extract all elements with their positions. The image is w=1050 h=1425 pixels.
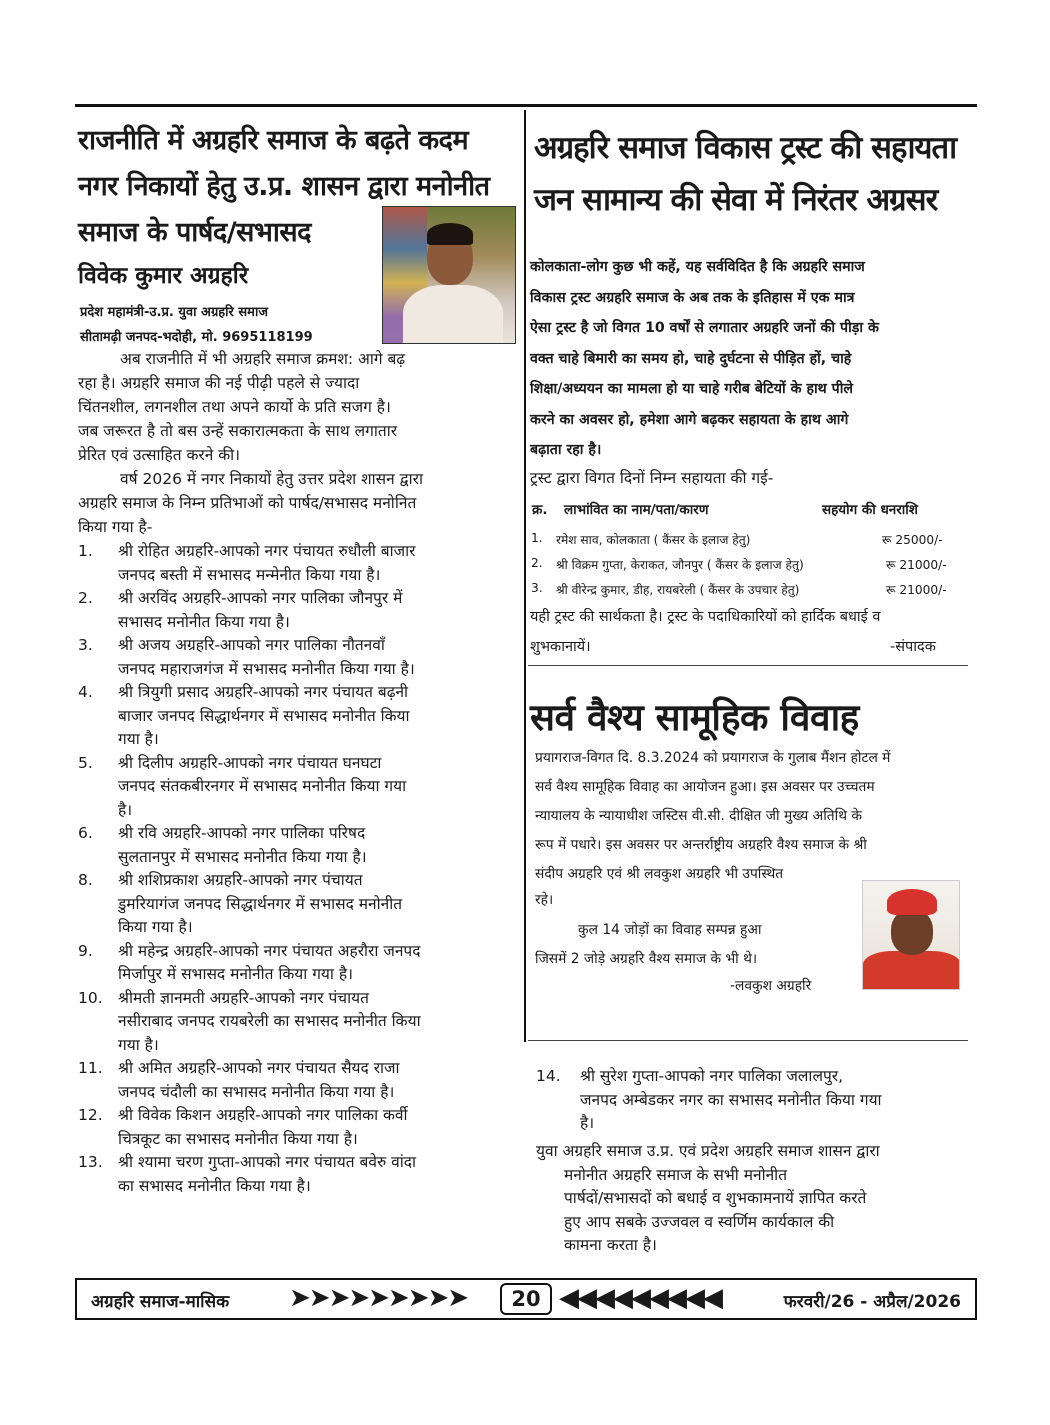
issue-date: फरवरी/26 - अप्रैल/2026: [783, 1292, 961, 1312]
list-line: चित्रकूट का सभासद मनोनीत किया गया है।: [118, 1129, 358, 1148]
arrow-ornament-left: ➤➤➤➤➤➤➤➤➤: [289, 1283, 468, 1313]
section-divider: [528, 665, 968, 666]
trust-body: [530, 252, 879, 466]
body-line: कोलकाता-लोग कुछ भी कहें, यह सर्वविदित है कि अग्रहरि समाज: [530, 259, 865, 275]
wedding-line: संदीप अग्रहरि एवं श्री लवकुश अग्रहरि भी उपस्थित: [535, 866, 784, 882]
para-line: अब राजनीति में भी अग्रहरि समाज क्रमश: आगे बढ़: [120, 350, 406, 368]
list-number: 4.: [78, 683, 93, 701]
list-line: श्री त्रियुगी प्रसाद अग्रहरि-आपको नगर पंचायत बढ़नी: [118, 683, 409, 701]
headline-line: जन सामान्य की सेवा में निरंतर अग्रसर: [534, 182, 938, 218]
list-line: गया है।: [118, 730, 159, 748]
list-line: श्री रोहित अग्रहरि-आपको नगर पंचायत रुधौली बाजार: [118, 542, 416, 560]
list-item: [78, 1104, 518, 1151]
list-line: नसीराबाद जनपद रायबरेली का सभासद मनोनीत किया: [118, 1012, 421, 1030]
list-line: श्री दिलीप अग्रहरि-आपको नगर पंचायत घनघटा: [118, 753, 382, 772]
author-photo: [382, 206, 516, 344]
list-line: श्री सुरेश गुप्ता-आपको नगर पालिका जलालपुर,: [580, 1067, 844, 1085]
list-line: जनपद चंदौली का सभासद मनोनीत किया गया है।: [118, 1082, 395, 1101]
wedding-line: जिसमें 2 जोड़े अग्रहरि वैश्य समाज के भी थे।: [535, 951, 758, 967]
para-line: चिंतनशील, लगनशील तथा अपने कार्यो के प्रति सजग है।: [78, 398, 391, 416]
list-line: श्री शशिप्रकाश अग्रहरि-आपको नगर पंचायत: [118, 871, 363, 889]
closing-line: हुए आप सबके उज्जवल व स्वर्णिम कार्यकाल की: [564, 1212, 835, 1231]
closing-line: शुभकानायें।: [530, 639, 591, 655]
table-row-name: रमेश साव, कोलकाता ( कैंसर के इलाज हेतु): [556, 533, 751, 547]
table-row-num: 3.: [531, 581, 543, 595]
list-number: 9.: [78, 941, 93, 960]
wedding-line: कुल 14 जोड़ों का विवाह सम्पन्न हुआ: [578, 922, 762, 938]
table-header-amount: सहयोग की धनराशि: [822, 502, 918, 518]
top-rule: [75, 104, 977, 107]
list-line: का सभासद मनोनीत किया गया है।: [118, 1176, 311, 1195]
list-number: 8.: [78, 871, 93, 889]
magazine-name: अग्रहरि समाज-मासिक: [91, 1292, 230, 1312]
table-row-amount: रू 25000/-: [882, 533, 943, 547]
column-divider: [524, 110, 526, 1042]
page-number: 20: [500, 1283, 552, 1315]
list-number: 13.: [78, 1153, 103, 1171]
list-line: श्री अरविंद अग्रहरि-आपको नगर पालिका जौनपुर में: [118, 589, 403, 607]
headline-line: समाज के पार्षद/सभासद: [78, 217, 311, 248]
closing-paragraph: [536, 1140, 880, 1258]
body-line: विकास ट्रस्ट अग्रहरि समाज के अब तक के इतिहास में एक मात्र: [530, 289, 855, 306]
para-line: जब जरूरत है तो बस उन्हें सकारात्मकता के साथ लगातार: [78, 422, 398, 440]
list-line: जनपद संतकबीरनगर में सभासद मनोनीत किया गया: [118, 777, 407, 795]
list-line: श्री रवि अग्रहरि-आपको नगर पालिका परिषद: [118, 824, 366, 842]
list-line: किया गया है।: [118, 918, 193, 936]
table-header-name: लाभांवित का नाम/पता/कारण: [564, 502, 709, 518]
headline-line: राजनीति में अग्रहरि समाज के बढ़ते कदम: [78, 125, 469, 156]
aid-intro: ट्रस्ट द्वारा विगत दिनों निम्न सहायता की गई-: [530, 469, 774, 487]
list-item: [78, 1151, 518, 1198]
list-number: 1.: [78, 542, 93, 560]
list-number: 5.: [78, 753, 93, 772]
list-item: [78, 940, 518, 987]
para-line: प्रेरित एवं उत्साहित करने की।: [78, 446, 241, 464]
list-number: 6.: [78, 824, 93, 842]
list-line: सुलतानपुर में सभासद मनोनीत किया गया है।: [118, 847, 367, 866]
arrow-ornament-right: ◀◀◀◀◀◀◀◀◀: [559, 1283, 721, 1313]
author-name: विवेक कुमार अग्रहरि: [78, 263, 249, 289]
table-row-name: श्री वीरेन्द्र कुमार, डीह, रायबरेली ( कैंसर के उपचार हेतु): [556, 583, 800, 597]
list-item: [78, 752, 518, 823]
body-line: बढ़ाता रहा है।: [530, 442, 602, 458]
section-divider: [528, 1040, 968, 1041]
para-line: अग्रहरि समाज के निम्न प्रतिभाओं को पार्षद/सभासद मनोनित: [78, 494, 417, 512]
list-item: [78, 987, 518, 1058]
body-line: वक्त चाहे बिमारी का समय हो, चाहे दुर्घटना से पीड़ित हों, चाहे: [530, 350, 852, 367]
list-number: 2.: [78, 589, 93, 607]
list-item: [78, 540, 518, 587]
list-line: सभासद मनोनीत किया गया है।: [118, 612, 290, 631]
closing-line: युवा अग्रहरि समाज उ.प्र. एवं प्रदेश अग्रहरि समाज शासन द्वारा: [536, 1142, 880, 1160]
list-item: [78, 681, 518, 752]
headline-line: अग्रहरि समाज विकास ट्रस्ट की सहायता: [534, 130, 957, 166]
list-line: गया है।: [118, 1035, 159, 1054]
wedding-line: रहे।: [535, 892, 554, 908]
nominee-list-continued: [536, 1065, 882, 1136]
list-line: है।: [118, 800, 133, 819]
list-item: [78, 634, 518, 681]
list-number: 12.: [78, 1106, 103, 1124]
closing-line: कामना करता है।: [564, 1236, 657, 1254]
table-header-num: क्र.: [532, 502, 548, 518]
wedding-signoff: -लवकुश अग्रहरि: [730, 978, 812, 994]
headline-line: नगर निकायों हेतु उ.प्र. शासन द्वारा मनोनीत: [78, 171, 490, 202]
wedding-line: प्रयागराज-विगत दि. 8.3.2024 को प्रयागराज के गुलाब मैंशन होटल में: [535, 750, 891, 766]
list-line: है।: [580, 1114, 595, 1132]
para-line: रहा है। अग्रहरि समाज की नई पीढ़ी पहले से ज्यादा: [78, 374, 360, 392]
list-number: 11.: [78, 1059, 103, 1077]
body-line: करने का अवसर हो, हमेशा आगे बढ़कर सहायता के हाथ आगे: [530, 411, 849, 428]
list-number: 10.: [78, 988, 103, 1007]
body-line: शिक्षा/अध्ययन का मामला हो या चाहे गरीब बेटियों के हाथ पीले: [530, 381, 854, 397]
list-item: [78, 869, 518, 940]
body-line: ऐसा ट्रस्ट है जो विगत 10 वर्षों से लगातार अग्रहरि जनों की पीड़ा के: [530, 320, 879, 336]
list-line: श्री विवेक किशन अग्रहरि-आपको नगर पालिका कर्वी: [118, 1106, 408, 1124]
table-row-amount: रू 21000/-: [886, 583, 947, 597]
list-line: श्री अजय अग्रहरि-आपको नगर पालिका नौतनवाँ: [118, 636, 385, 654]
right-headline: [534, 122, 974, 226]
list-item: [78, 1057, 518, 1104]
list-line: श्रीमती ज्ञानमती अग्रहरि-आपको नगर पंचायत: [118, 988, 369, 1007]
closing-line: पार्षदों/सभासदों को बधाई व शुभकामनायें ज्ञापित करते: [564, 1189, 867, 1207]
list-item: [536, 1065, 882, 1136]
nominee-list: [78, 540, 518, 1198]
list-line: डुमरियागंज जनपद सिद्धार्थनगर में सभासद मनोनीत: [118, 894, 403, 913]
list-number: 3.: [78, 636, 93, 654]
para-line: वर्ष 2026 में नगर निकायों हेतु उत्तर प्रदेश शासन द्वारा: [120, 470, 423, 488]
wedding-headline: सर्व वैश्य सामूहिक विवाह: [530, 696, 859, 739]
page-footer: [75, 1278, 977, 1320]
closing-line: मनोनीत अग्रहरि समाज के सभी मनोनीत: [564, 1165, 788, 1184]
list-line: मिर्जापुर में सभासद मनोनीत किया गया है।: [118, 965, 353, 983]
editor-signoff: -संपादक: [890, 639, 936, 655]
list-line: जनपद अम्बेडकर नगर का सभासद मनोनीत किया गया: [580, 1090, 882, 1109]
list-item: [78, 587, 518, 634]
table-row-num: 1.: [531, 531, 543, 545]
wedding-line: रूप में पधारे। इस अवसर पर अन्तर्राष्ट्रीय अग्रहरि वैश्य समाज के श्री: [535, 837, 867, 853]
author-designation: प्रदेश महामंत्री-उ.प्र. युवा अग्रहरि समाज: [80, 305, 268, 320]
list-line: जनपद बस्ती में सभासद मन्मेनीत किया गया है।: [118, 565, 381, 584]
author-address: सीतामढ़ी जनपद-भदोही, मो. 9695118199: [80, 330, 313, 345]
table-row-amount: रू 21000/-: [886, 558, 947, 572]
list-item: [78, 822, 518, 869]
list-line: श्री श्यामा चरण गुप्ता-आपको नगर पंचायत बवेरु वांदा: [118, 1153, 417, 1171]
table-row-name: श्री विक्रम गुप्ता, केराकत, जौनपुर ( कैंसर के इलाज हेतु): [556, 558, 804, 572]
guest-photo: [862, 880, 960, 990]
closing-line: यही ट्रस्ट की सार्थकता है। ट्रस्ट के पदाधिकारियों को हार्दिक बधाई व: [530, 609, 881, 625]
wedding-line: न्यायालय के न्यायाधीश जस्टिस वी.सी. दीक्षित जी मुख्य अतिथि के: [535, 808, 863, 824]
list-line: श्री अमित अग्रहरि-आपको नगर पंचायत सैयद राजा: [118, 1059, 400, 1077]
list-number: 14.: [536, 1067, 561, 1085]
para-line: किया गया है-: [78, 518, 153, 536]
list-line: बाजार जनपद सिद्धार्थनगर में सभासद मनोनीत किया: [118, 706, 410, 725]
wedding-line: सर्व वैश्य सामूहिक विवाह का आयोजन हुआ। इस अवसर पर उच्चतम: [535, 779, 875, 795]
list-line: जनपद महाराजगंज में सभासद मनोनीत किया गया है।: [118, 659, 415, 678]
list-line: श्री महेन्द्र अग्रहरि-आपको नगर पंचायत अहरौरा जनपद: [118, 941, 421, 960]
table-row-num: 2.: [531, 556, 543, 570]
